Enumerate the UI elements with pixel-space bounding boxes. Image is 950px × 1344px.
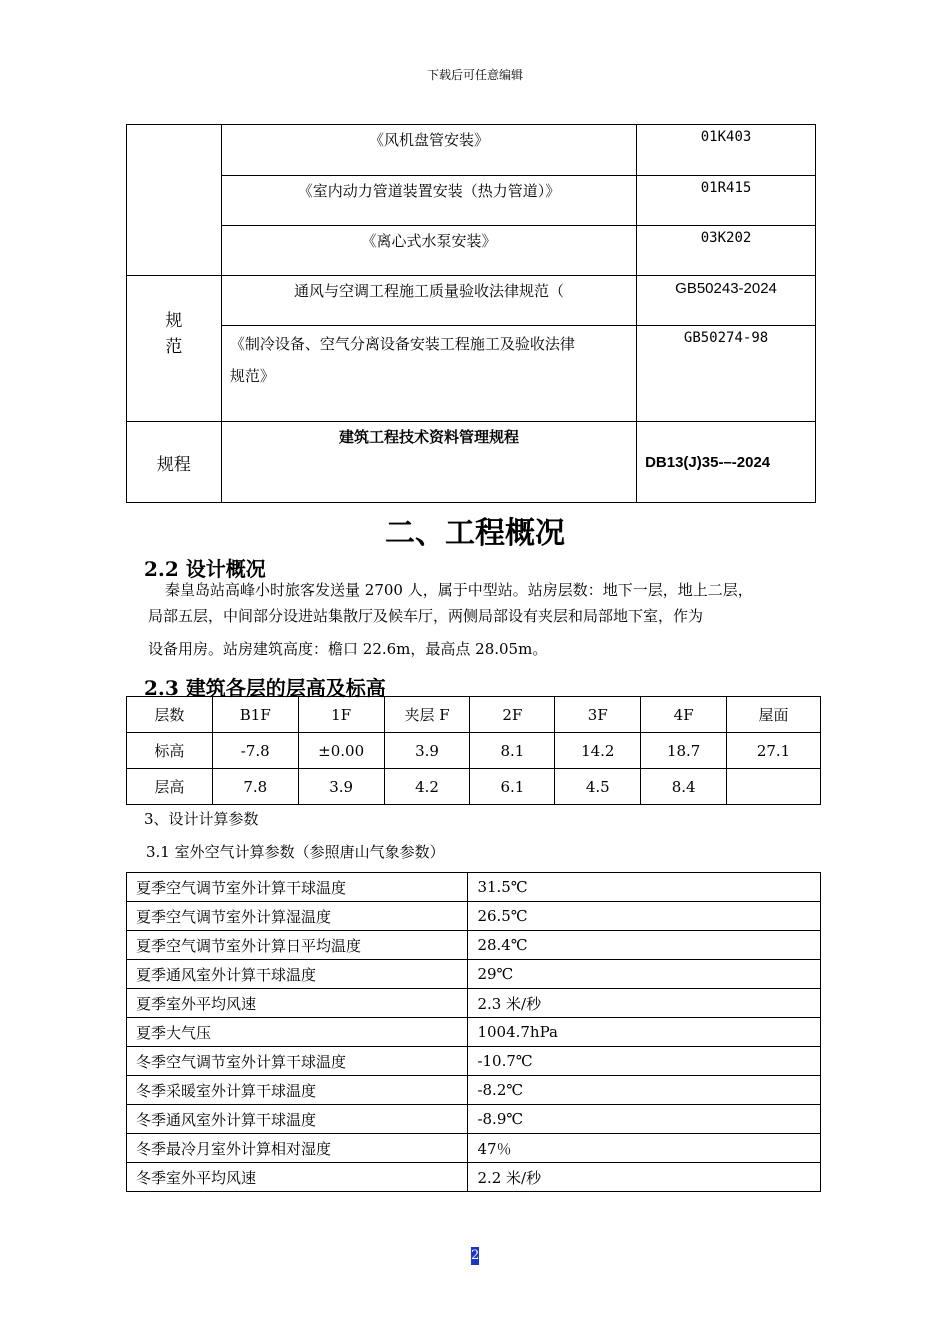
- standards-table: [126, 124, 816, 503]
- calc-heading: 3、设计计算参数: [144, 810, 259, 828]
- table-row: [127, 697, 821, 733]
- cell: 1F: [298, 697, 384, 733]
- standard-name-line1: 《制冷设备、空气分离设备安装工程施工及验收法律: [229, 335, 575, 353]
- table-row: [127, 733, 821, 769]
- param-value: 31.5℃: [468, 873, 821, 902]
- category-guifan-1: 规: [165, 310, 183, 331]
- standard-name: 《风机盘管安装》: [221, 125, 636, 176]
- table-row: [127, 326, 816, 422]
- standard-code: 01R415: [637, 176, 816, 226]
- table-row: [127, 1076, 821, 1105]
- param-value: 47％: [468, 1134, 821, 1163]
- table-row: [127, 125, 816, 176]
- cell: 3F: [555, 697, 641, 733]
- standard-name: [221, 326, 636, 422]
- standard-code: 01K403: [637, 125, 816, 176]
- cell: 8.1: [470, 733, 555, 769]
- param-value: 2.3 米/秒: [468, 989, 821, 1018]
- design-line-2: 局部五层，中间部分设进站集散厅及候车厅，两侧局部设有夹层和局部地下室，作为: [148, 607, 704, 625]
- standard-name: 《离心式水泵安装》: [221, 226, 636, 276]
- cell: 标高: [127, 733, 213, 769]
- standard-name: 《室内动力管道装置安装（热力管道）》: [221, 176, 636, 226]
- param-name: 夏季大气压: [127, 1018, 468, 1047]
- param-name: 夏季通风室外计算干球温度: [127, 960, 468, 989]
- param-name: 夏季空气调节室外计算湿温度: [127, 902, 468, 931]
- cell: 层数: [127, 697, 213, 733]
- cell: 屋面: [727, 697, 821, 733]
- table-row: [127, 226, 816, 276]
- param-value: 2.2 米/秒: [468, 1163, 821, 1192]
- standard-code: GB50243-2024: [637, 276, 816, 326]
- cell: 3.9: [298, 769, 384, 805]
- param-name: 冬季空气调节室外计算干球温度: [127, 1047, 468, 1076]
- param-value: 1004.7hPa: [468, 1018, 821, 1047]
- table-row: [127, 989, 821, 1018]
- standard-code: 03K202: [637, 226, 816, 276]
- table-row: [127, 769, 821, 805]
- param-name: 冬季室外平均风速: [127, 1163, 468, 1192]
- table-row: [127, 902, 821, 931]
- section-title: 二、工程概况: [385, 516, 565, 551]
- cell: 4.2: [384, 769, 470, 805]
- cell: 6.1: [470, 769, 555, 805]
- param-value: -8.2℃: [468, 1076, 821, 1105]
- param-name: 冬季采暖室外计算干球温度: [127, 1076, 468, 1105]
- table-row: [127, 1163, 821, 1192]
- design-line-3: 设备用房。站房建筑高度：檐口 22.6m，最高点 28.05m。: [148, 640, 548, 658]
- cell: 4.5: [555, 769, 641, 805]
- cell: 7.8: [212, 769, 298, 805]
- category-guifan-2: 范: [165, 336, 183, 357]
- table-row: [127, 1018, 821, 1047]
- standard-code: DB13(J)35-–-2024: [637, 422, 816, 503]
- param-name: 夏季空气调节室外计算日平均温度: [127, 931, 468, 960]
- table-row: [127, 931, 821, 960]
- cell: [727, 769, 821, 805]
- cell: 8.4: [641, 769, 727, 805]
- table-row: [127, 422, 816, 503]
- param-name: 冬季最冷月室外计算相对湿度: [127, 1134, 468, 1163]
- param-name: 夏季空气调节室外计算干球温度: [127, 873, 468, 902]
- design-line-1: 秦皇岛站高峰小时旅客发送量 2700 人，属于中型站。站房层数：地下一层，地上二层，: [165, 581, 753, 599]
- standard-code: GB50274-98: [637, 326, 816, 422]
- param-value: 26.5℃: [468, 902, 821, 931]
- category-cell-empty: [127, 125, 222, 276]
- param-name: 夏季室外平均风速: [127, 989, 468, 1018]
- design-heading: 2.2 设计概况: [144, 557, 266, 581]
- cell: 2F: [470, 697, 555, 733]
- elevation-heading: 2.3 建筑各层的层高及标高: [144, 676, 386, 700]
- cell: 夹层 F: [384, 697, 470, 733]
- params-table: [126, 872, 821, 1192]
- param-value: -8.9℃: [468, 1105, 821, 1134]
- standard-name: 建筑工程技术资料管理规程: [221, 422, 636, 503]
- calc-subheading: 3.1 室外空气计算参数（参照唐山气象参数）: [146, 843, 445, 861]
- table-row: [127, 176, 816, 226]
- cell: 27.1: [727, 733, 821, 769]
- param-value: 28.4℃: [468, 931, 821, 960]
- cell: 4F: [641, 697, 727, 733]
- cell: ±0.00: [298, 733, 384, 769]
- category-guicheng: 规程: [127, 422, 222, 503]
- cell: -7.8: [212, 733, 298, 769]
- standard-name-line2: 规范》: [229, 367, 275, 385]
- category-guifan: [127, 276, 222, 422]
- table-row: [127, 873, 821, 902]
- standard-name: 通风与空调工程施工质量验收法律规范（: [221, 276, 636, 326]
- param-name: 冬季通风室外计算干球温度: [127, 1105, 468, 1134]
- cell: 3.9: [384, 733, 470, 769]
- cell: B1F: [212, 697, 298, 733]
- elevation-table: [126, 696, 821, 805]
- table-row: [127, 1105, 821, 1134]
- table-row: [127, 276, 816, 326]
- param-value: -10.7℃: [468, 1047, 821, 1076]
- param-value: 29℃: [468, 960, 821, 989]
- cell: 18.7: [641, 733, 727, 769]
- table-row: [127, 960, 821, 989]
- table-row: [127, 1134, 821, 1163]
- cell: 层高: [127, 769, 213, 805]
- cell: 14.2: [555, 733, 641, 769]
- page-number: 2: [471, 1248, 480, 1263]
- table-row: [127, 1047, 821, 1076]
- page-header: 下载后可任意编辑: [426, 68, 523, 82]
